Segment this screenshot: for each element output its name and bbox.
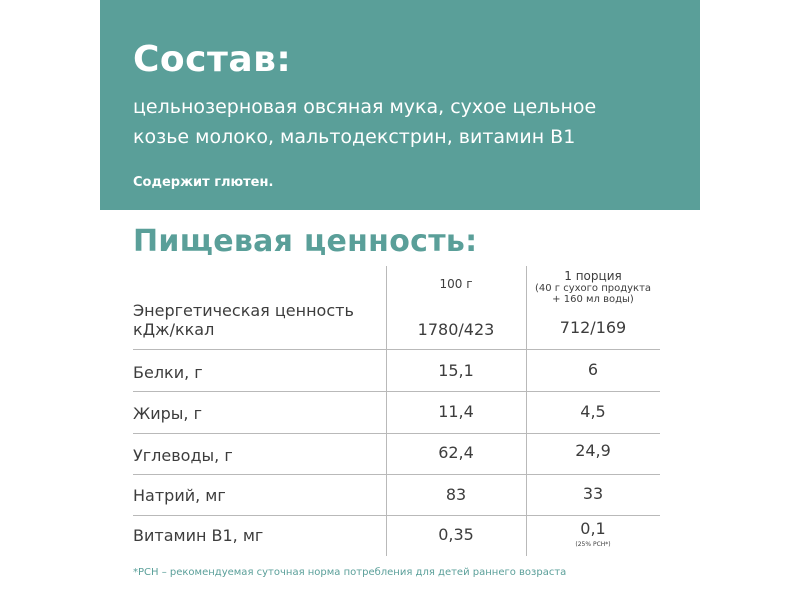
table-row-per-portion: 4,5 — [580, 402, 606, 421]
label-panel — [100, 0, 700, 600]
energy-unit-label: кДж/ккал — [133, 320, 215, 339]
gluten-warning: Содержит глютен. — [133, 175, 274, 190]
nutrition-table — [100, 0, 700, 600]
composition-line: козье молоко, мальтодекстрин, витамин В1 — [133, 126, 576, 148]
table-row-label: Углеводы, г — [133, 446, 233, 465]
composition-title: Состав: — [133, 39, 292, 80]
table-row-per-portion: 24,9 — [575, 441, 611, 460]
table-row-per-100g: 15,1 — [438, 361, 474, 380]
table-row-per-100g: 0,35 — [438, 525, 474, 544]
table-row-per-100g: 11,4 — [438, 402, 474, 421]
table-row-label: Витамин В1, мг — [133, 526, 264, 545]
composition-line: цельнозерновая овсяная мука, сухое цельное — [133, 96, 597, 118]
row-divider — [133, 349, 660, 350]
table-row-label: Белки, г — [133, 363, 203, 382]
column-header-portion-note: (40 г сухого продукта — [534, 283, 652, 294]
footnote: *РСН – рекомендуемая суточная норма потребления для детей раннего возраста — [133, 567, 567, 578]
energy-per-portion: 712/169 — [559, 318, 627, 337]
row-divider — [133, 391, 660, 392]
row-divider — [133, 474, 660, 475]
column-header-portion-note: + 160 мл воды) — [552, 294, 634, 305]
table-row-portion-note: (25% РСН*) — [575, 541, 611, 548]
table-row-per-portion: 33 — [582, 484, 604, 503]
table-row-per-100g: 83 — [445, 485, 467, 504]
energy-label: Энергетическая ценность — [133, 301, 354, 320]
row-divider — [133, 433, 660, 434]
table-row-per-portion: 6 — [587, 360, 599, 379]
energy-per-100g: 1780/423 — [417, 320, 495, 339]
row-divider — [133, 515, 660, 516]
nutrition-title: Пищевая ценность: — [133, 224, 478, 259]
table-row-label: Натрий, мг — [133, 486, 226, 505]
table-row-label: Жиры, г — [133, 404, 202, 423]
column-header-100g: 100 г — [439, 277, 473, 291]
column-header-portion: 1 порция — [564, 269, 622, 283]
table-row-per-100g: 62,4 — [438, 443, 474, 462]
table-row-per-portion: 0,1 — [580, 519, 606, 538]
